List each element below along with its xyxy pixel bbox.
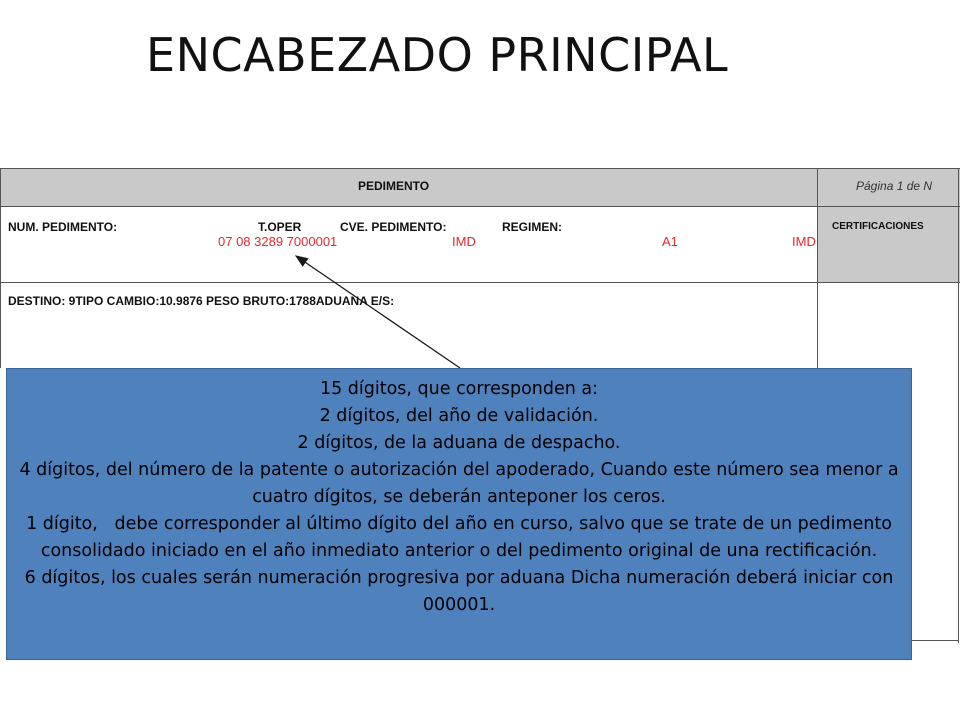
num-pedimento-label: NUM. PEDIMENTO: xyxy=(8,220,118,234)
cve-pedimento-label: CVE. PEDIMENTO: xyxy=(340,220,447,234)
callout-box xyxy=(6,368,912,660)
num-pedimento-value: 07 08 3289 7000001 xyxy=(218,234,338,249)
cve-pedimento-value: A1 xyxy=(662,234,678,249)
callout-line: 4 dígitos, del número de la patente o autorización del apoderado, Cuando este número sea menor a cuatro dígitos, se deberán anteponer los ceros. xyxy=(19,460,899,507)
callout-line: 1 dígito, debe corresponder al último dígito del año en curso, salvo que se trate de un pedimento consolidado iniciado en el año inmediato anterior o del pedimento original de una rectificación. xyxy=(26,514,898,561)
page-indicator: Página 1 de N xyxy=(856,179,933,193)
pedimento-heading: PEDIMENTO xyxy=(358,179,430,193)
t-oper-label: T.OPER xyxy=(258,220,302,234)
page-title: ENCABEZADO PRINCIPAL xyxy=(146,28,729,82)
callout-line: 2 dígitos, del año de validación. xyxy=(319,406,599,426)
callout-line: 2 dígitos, de la aduana de despacho. xyxy=(297,433,621,453)
callout-line: 6 dígitos, los cuales serán numeración progresiva por aduana Dicha numeración deberá iniciar con 000001. xyxy=(24,568,894,615)
regimen-label: REGIMEN: xyxy=(502,220,562,234)
callout-line: 15 dígitos, que corresponden a: xyxy=(319,379,599,399)
destino-row: DESTINO: 9TIPO CAMBIO:10.9876 PESO BRUTO:1788ADUANA E/S: xyxy=(8,294,395,308)
regimen-value: IMD xyxy=(792,234,816,249)
certificaciones-label: CERTIFICACIONES xyxy=(832,221,924,232)
t-oper-value: IMD xyxy=(452,234,476,249)
